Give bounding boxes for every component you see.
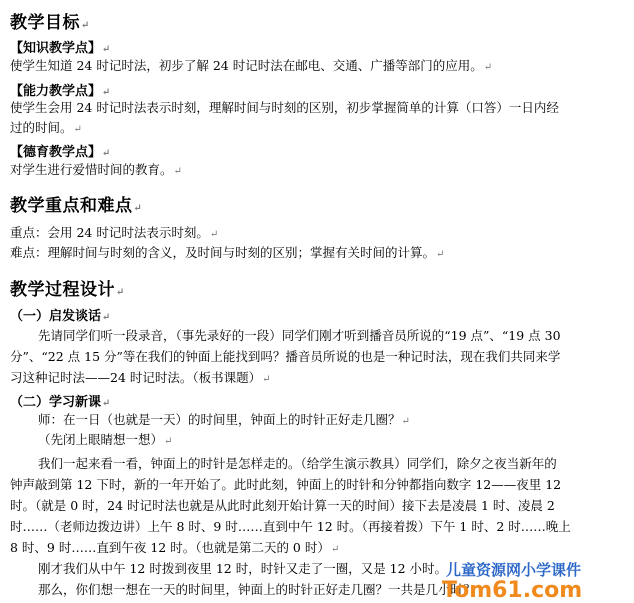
heading-teaching-goals: 教学目标↵ (10, 13, 90, 33)
section2-line7: 8 时、9 时……直到午夜 12 时。（也就是第二天的 0 时）↵ (10, 540, 340, 555)
section1-line2: 分”、“22 点 15 分”等在我们的钟面上能找到吗？播音员所说的也是一种记时法，现在我们共同来学 (10, 349, 561, 364)
section2-line4: 钟声敲到第 12 下时，新的一年开始了。此时此刻，钟面上的时针和分钟都指向数字 12——夜里 12 (10, 477, 562, 492)
knowledge-point-title: 【知识教学点】↵ (10, 41, 111, 56)
section2-line9: 那么，你们想一想在一天的时间里，钟面上的时针正好走几圈？一共是几小时？ (38, 582, 476, 597)
section1-line1: 先请同学们听一段录音，（事先录好的一段）同学们刚才听到播音员所说的“19 点”、“19 点 30 (38, 328, 561, 343)
moral-point-text: 对学生进行爱惜时间的教育。↵ (10, 162, 182, 177)
section2-line2: （先闭上眼睛想一想）↵ (38, 432, 173, 447)
watermark-line1: 儿童资源网小学课件 (446, 561, 582, 579)
section1-line3: 习这种记时法——24 时记时法。（板书课题）↵ (10, 370, 271, 385)
section2-line3: 我们一起来看一看，钟面上的时针是怎样走的。（给学生演示教具）同学们，除夕之夜当新年的 (38, 456, 557, 471)
key-point-focus: 重点：会用 24 时记时法表示时刻。↵ (10, 225, 219, 240)
section2-line6: 时……（老师边拨边讲）上午 8 时、9 时……直到中午 12 时。（再接着拨）下午 1 时、2 时……晚上 (10, 519, 571, 534)
section2-line8: 刚才我们从中午 12 时拨到夜里 12 时，时针又走了一圈，又是 12 小时。 (38, 561, 448, 576)
section-new-lesson-title: （二）学习新课↵ (10, 395, 111, 410)
key-point-difficulty: 难点：理解时间与时刻的含义，及时间与时刻的区别；掌握有关时间的计算。↵ (10, 245, 445, 260)
section-inspiring-talk-title: （一）启发谈话↵ (10, 309, 111, 324)
ability-point-title: 【能力教学点】↵ (10, 84, 111, 99)
heading-teaching-process: 教学过程设计↵ (10, 280, 125, 300)
section2-line5: 时。（就是 0 时，24 时记时法也就是从此时此刻开始计算一天的时间）接下去是凌晨 1 时、凌晨 2 (10, 498, 555, 513)
ability-point-text-line1: 使学生会用 24 时记时法表示时刻，理解时间与时刻的区别，初步掌握简单的计算（口答）一日内经 (10, 100, 559, 115)
knowledge-point-text: 使学生知道 24 时记时法，初步了解 24 时记时法在邮电、交通、广播等部门的应用。↵ (10, 58, 493, 73)
heading-key-points: 教学重点和难点↵ (10, 196, 143, 216)
moral-point-title: 【德育教学点】↵ (10, 145, 111, 160)
ability-point-text-line2: 过的时间。↵ (10, 120, 82, 135)
watermark-line2: Tom61.com (442, 578, 583, 601)
section2-line1: 师：在一日（也就是一天）的时间里，钟面上的时针正好走几圈？↵ (38, 412, 410, 427)
